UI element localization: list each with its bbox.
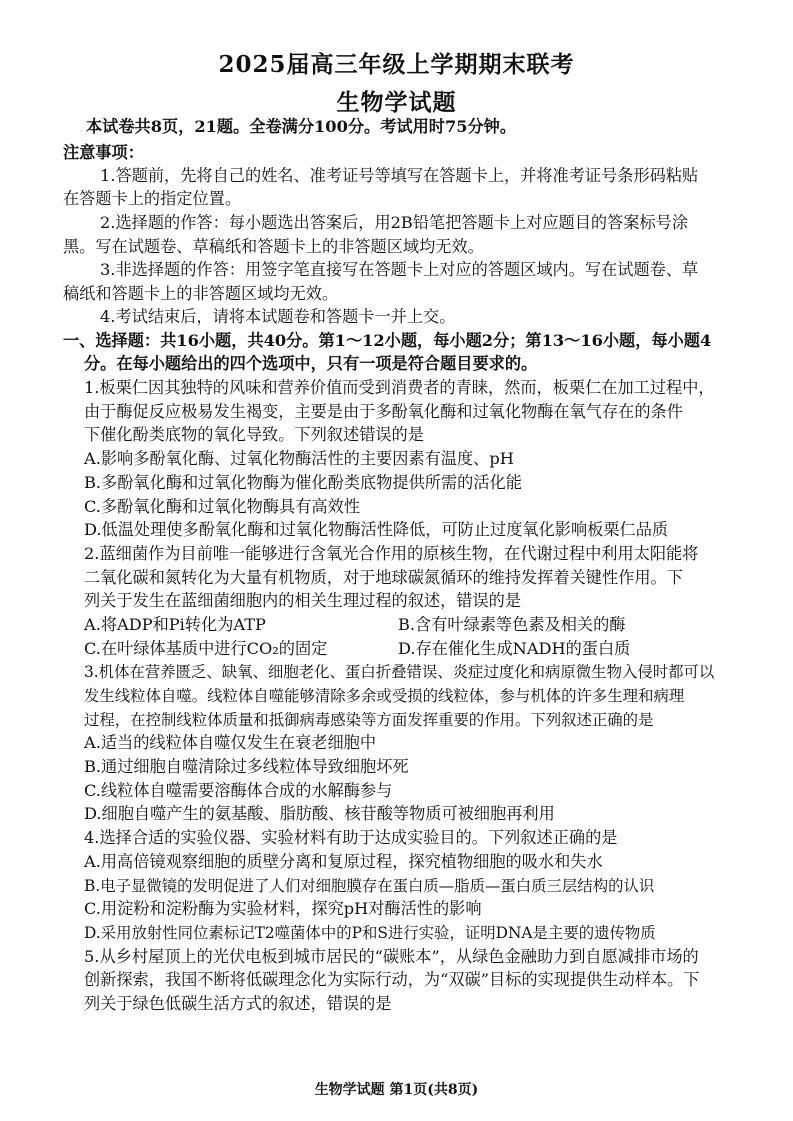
note-line: 稿纸和答题卡上的非答题区域均无效。 (63, 284, 339, 303)
section-instructions: 一、选择题：共16小题，共40分。第1～12小题，每小题2分；第13～16小题，每小题4 (63, 331, 712, 350)
note-line: 4.考试结束后，请将本试题卷和答题卡一并上交。 (100, 307, 456, 326)
answer-option: B.通过细胞自噬清除过多线粒体导致细胞坏死 (84, 757, 409, 776)
question-stem: 1.板栗仁因其独特的风味和营养价值而受到消费者的青睐，然而，板栗仁在加工过程中， (84, 378, 715, 397)
page-footer: 生物学试题 第1页(共8页) (314, 1082, 479, 1098)
question-stem: 4.选择合适的实验仪器、实验材料有助于达成实验目的。下列叙述正确的是 (84, 828, 618, 847)
question-stem: 创新探索，我国不断将低碳理念化为实际行动，为“双碳”目标的实现提供生动样本。下 (84, 970, 700, 989)
question-stem: 发生线粒体自噬。线粒体自噬能够清除多余或受损的线粒体，参与机体的许多生理和病理 (84, 687, 685, 705)
answer-option: B.多酚氧化酶和过氧化物酶为催化酚类底物提供所需的活化能 (84, 473, 522, 492)
note-line: 2.选择题的作答：每小题选出答案后，用2B铅笔把答题卡上对应题目的答案标号涂 (100, 213, 689, 232)
answer-option: A.影响多酚氧化酶、过氧化物酶活性的主要因素有温度、pH (84, 449, 514, 468)
question-stem: 下催化酚类底物的氧化导致。下列叙述错误的是 (84, 425, 424, 444)
note-line: 3.非选择题的作答：用签字笔直接写在答题卡上对应的答题区域内。写在试题卷、草 (100, 260, 699, 279)
question-stem: 二氧化碳和氮转化为大量有机物质，对于地球碳氮循环的维持发挥着关键性作用。下 (84, 568, 683, 587)
answer-option: A.适当的线粒体自噬仅发生在衰老细胞中 (84, 733, 377, 752)
question-stem: 2.蓝细菌作为目前唯一能够进行含氧光合作用的原核生物，在代谢过程中利用太阳能将 (84, 544, 699, 563)
answer-option: C.线粒体自噬需要溶酶体合成的水解酶参与 (84, 781, 393, 800)
question-stem: 由于酶促反应极易发生褐变，主要是由于多酚氧化酶和过氧化物酶在氧气存在的条件 (84, 402, 683, 421)
answer-option: A.用高倍镜观察细胞的质壁分离和复原过程，探究植物细胞的吸水和失水 (84, 852, 603, 871)
note-line: 黑。写在试题卷、草稿纸和答题卡上的非答题区域均无效。 (63, 237, 484, 256)
question-stem: 5.从乡村屋顶上的光伏电板到城市居民的“碳账本”，从绿色金融助力到自愿减排市场的 (84, 947, 699, 966)
answer-option: D.采用放射性同位素标记T2噬菌体中的P和S进行实验，证明DNA是主要的遗传物质 (84, 924, 656, 942)
answer-option: D.细胞自噬产生的氨基酸、脂肪酸、核苷酸等物质可被细胞再利用 (84, 804, 555, 823)
answer-option: C.在叶绿体基质中进行CO₂的固定 (84, 639, 328, 658)
question-stem: 列关于发生在蓝细菌细胞内的相关生理过程的叙述，错误的是 (84, 591, 522, 610)
note-line: 在答题卡上的指定位置。 (63, 189, 242, 208)
section-instructions: 分。在每小题给出的四个选项中，只有一项是符合题目要求的。 (84, 354, 538, 373)
question-stem: 列关于绿色低碳生活方式的叙述，错误的是 (84, 994, 392, 1013)
question-stem: 过程，在控制线粒体质量和抵御病毒感染等方面发挥重要的作用。下列叙述正确的是 (84, 711, 654, 729)
answer-option: C.用淀粉和淀粉酶为实验材料，探究pH对酶活性的影响 (84, 899, 482, 918)
answer-option: B.电子显微镜的发明促进了人们对细胞膜存在蛋白质—脂质—蛋白质三层结构的认识 (84, 877, 655, 895)
note-line: 1.答题前，先将自己的姓名、准考证号等填写在答题卡上，并将准考证号条形码粘贴 (100, 166, 699, 185)
answer-option: D.低温处理使多酚氧化酶和过氧化物酶活性降低，可防止过度氧化影响板栗仁品质 (84, 520, 669, 539)
subject-title: 生物学试题 (336, 89, 457, 116)
answer-option: A.将ADP和Pi转化为ATP (84, 615, 266, 634)
answer-option: C.多酚氧化酶和过氧化物酶具有高效性 (84, 497, 360, 516)
answer-option: B.含有叶绿素等色素及相关的酶 (398, 615, 626, 634)
question-stem: 3.机体在营养匮乏、缺氧、细胞老化、蛋白折叠错误、炎症过度化和病原微生物入侵时都可以 (84, 663, 715, 681)
notes-heading: 注意事项： (63, 143, 144, 162)
answer-option: D.存在催化生成NADH的蛋白质 (398, 639, 631, 658)
exam-title: 2025届高三年级上学期期末联考 (218, 51, 575, 78)
exam-info: 本试卷共8页，21题。全卷满分100分。考试用时75分钟。 (86, 117, 517, 136)
